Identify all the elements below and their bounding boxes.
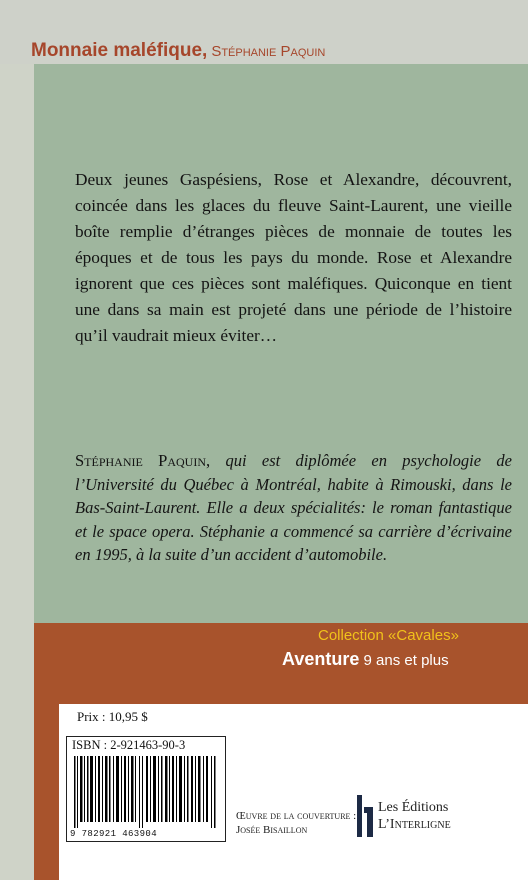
bio-text: qui est diplômée en psychologie de l’Université du Québec à Montréal, habite à Rimouski, dans le Bas-Saint-Laurent. Elle a deux spécialités: le roman fantastique et le space opera. Stéphanie a commencé sa carrière d’écrivaine en 1995, à la suite d’un accident d’automobile.: [75, 451, 513, 564]
publisher-line-1: Les Éditions: [378, 800, 449, 815]
author-name: Stéphanie Paquin: [211, 43, 326, 60]
cover-credit-label: Œuvre de la couverture :: [236, 810, 357, 822]
price-label: Prix : 10,95 $: [77, 709, 148, 724]
publisher-name: [378, 799, 451, 833]
summary-text: Deux jeunes Gaspésiens, Rose et Alexandre, découvrent, coincée dans les glaces du fleuve Saint-Laurent, une vieille boîte remplie d’étranges pièces de monnaie de toutes les époques et de tous les pays du monde. Rose et Alexandre ignorent que ces pièces sont maléfiques. Quiconque en tient une dans sa main est projeté dans une période de l’histoire qu’il vaudrait mieux éviter…: [75, 170, 512, 345]
publisher-logo-icon: [356, 795, 374, 837]
collection-label: Collection «Cavales»: [318, 627, 459, 644]
book-title: Monnaie maléfique,: [31, 40, 208, 61]
isbn-label: ISBN : 2-921463-90-3: [72, 738, 186, 752]
bio-author-name: Stéphanie Paquin,: [75, 451, 211, 470]
cover-credit-artist: Josée Bisaillon: [236, 824, 308, 836]
title-line: [31, 40, 325, 62]
barcode-digits: 9 782921 463904: [70, 829, 158, 839]
genre-label: Aventure: [282, 649, 360, 669]
author-bio: [75, 449, 512, 567]
age-label: 9 ans et plus: [359, 652, 449, 669]
barcode: [72, 756, 220, 828]
genre-line: [282, 649, 449, 670]
publisher-line-2: L’Interligne: [378, 817, 451, 832]
cover-credit: [236, 809, 356, 837]
